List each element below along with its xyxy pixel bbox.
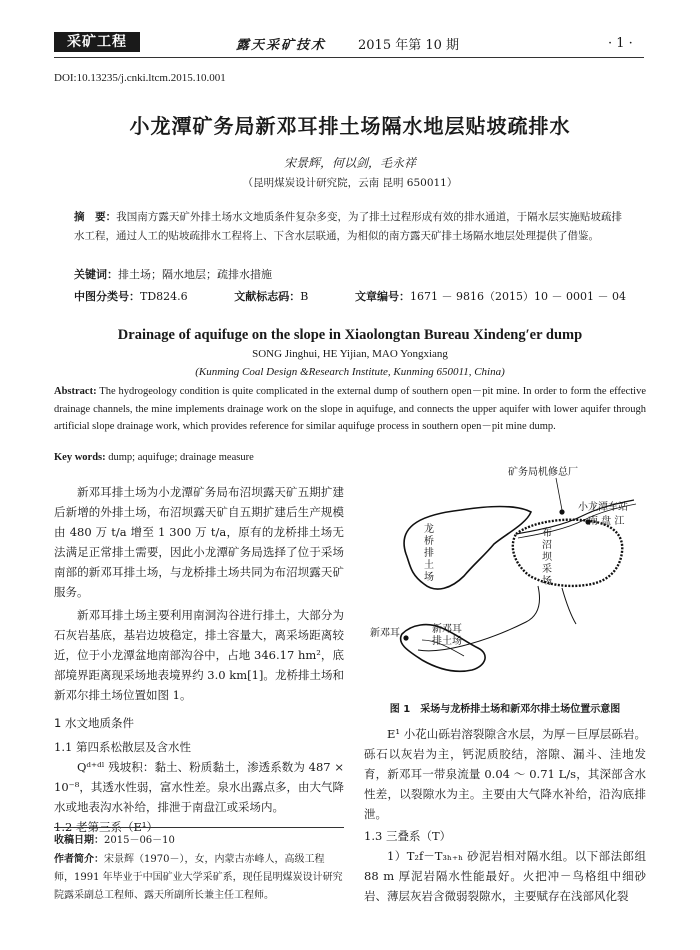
affiliation-zh: （昆明煤炭设计研究院，云南 昆明 650011）	[242, 177, 458, 189]
body-right-column	[364, 724, 646, 906]
abstract-zh	[74, 208, 622, 246]
abstract-zh-label: 摘 要：	[74, 211, 117, 223]
body-paragraph: 1）T₂f－T₃ₕ₊ₕ 砂泥岩相对隔水组。以下部法郎组 88 m 厚泥岩隔水性能最好。火把冲－鸟格组中细砂岩、薄层灰岩含微弱裂隙水，主要赋存在浅部风化裂	[364, 849, 646, 903]
doc-code: 文献标志码：B	[234, 290, 309, 303]
keywords-zh-label: 关键词：	[74, 268, 118, 281]
label-station: 小龙潭车站	[578, 502, 628, 513]
body-paragraph: 新邓耳排土场主要利用南洞沟谷进行排土，大部分为石灰岩基底，基岩边坡稳定，排土容量大，离采场距离较近，位于小龙潭盆地南部沟谷中，占地 346.17 hm²，底部境界距离现采场地表境界约 3.0 km[1]。龙桥排土场和新邓尔排土场位置如图 1。	[54, 608, 344, 702]
authors-en: SONG Jinghui, HE Yijian, MAO Yongxiang	[252, 348, 448, 360]
machine-shop-marker	[559, 509, 564, 514]
classification-row	[74, 288, 626, 304]
paper-title-en: Drainage of aquifuge on the slope in Xiaolongtan Bureau Xindeng′er dump	[117, 327, 583, 343]
label-xindenger: 新邓耳	[370, 628, 400, 639]
keywords-en-text: dump; aquifuge; drainage measure	[108, 452, 254, 463]
label-buzhao: 布沼坝采场	[542, 528, 552, 587]
location-map-figure	[366, 464, 644, 692]
received-date: 收稿日期：2015－06－10	[54, 835, 175, 846]
body-paragraph: E¹ 小花山砾岩溶裂隙含水层，为厚－巨厚层砾岩。砾石以灰岩为主，钙泥质胶结，溶隙、漏斗、洼地发育，新邓耳一带泉流量 0.04 ～ 0.71 L/s，其深部含水性差，以裂隙水为主。主要由大气降水补给，沿沟底排泄。	[364, 727, 646, 821]
section-heading-1-1: 1.1 第四系松散层及含水性	[54, 740, 191, 754]
section-heading-1: 1 水文地质条件	[54, 716, 134, 730]
label-longqiao: 龙桥排土场	[424, 524, 434, 583]
body-left-column	[54, 482, 344, 837]
paper-title-zh: 小龙潭矿务局新邓耳排土场隔水地层贴坡疏排水	[129, 114, 571, 138]
section-heading-1-3: 1.3 三叠系（T）	[364, 829, 452, 843]
xindenger-marker	[403, 635, 408, 640]
authors-zh: 宋景辉，何以剑，毛永祥	[283, 156, 416, 170]
article-number: 文章编号：1671 － 9816（2015）10 － 0001 － 04	[355, 290, 626, 303]
body-paragraph: 新邓耳排土场为小龙潭矿务局布沼坝露天矿五期扩建后新增的外排土场，布沼坝露天矿自五期扩建后生产规模由 480 万 t/a 增至 1 300 万 t/a，原有的龙桥排土场无法满足正常排土需要，因此小龙潭矿务局选择了位于采场南部的新邓耳排土场，与龙桥排土场共同为布沼坝露天矿服务。	[54, 485, 344, 599]
keywords-zh	[74, 266, 272, 282]
keywords-en	[54, 452, 254, 463]
label-hq: 矿务局机修总厂	[508, 467, 578, 478]
section-tag: 采矿工程	[54, 32, 140, 52]
doi[interactable]: DOI:10.13235/j.cnki.ltcm.2015.10.001	[54, 72, 226, 84]
buzhaoba-pit-outline	[513, 520, 622, 586]
haul-road-spur	[562, 588, 576, 624]
clc-code: 中图分类号：TD824.6	[74, 290, 188, 303]
affiliation-en: (Kunming Coal Design &Research Institute, Kunming 650011, China)	[195, 366, 505, 378]
journal-issue: 2015 年第 10 期	[358, 38, 460, 53]
section-heading-1-2: 1.2 老第三系（E¹）	[54, 820, 158, 834]
keywords-zh-text: 排土场；隔水地层；疏排水措施	[118, 268, 272, 281]
abstract-en-label: Abstract:	[54, 386, 97, 397]
abstract-en	[54, 383, 646, 436]
author-bio: 作者简介：宋景辉（1970－），女，内蒙古赤峰人，高级工程师，1991 年毕业于中国矿业大学采矿系，现任昆明煤炭设计研究院露采副总工程师、露天所副所长兼主任工程师。	[54, 854, 343, 901]
header-rule	[54, 57, 644, 58]
journal-name: 露天采矿技术	[236, 38, 327, 53]
keywords-en-label: Key words:	[54, 452, 106, 463]
body-paragraph: Qᵈ⁺ᵈˡ 残坡积：黏土、粉质黏土，渗透系数为 487 × 10⁻⁸，其透水性弱，富水性差。泉水出露点多，由大气降水或地表沟水补给，排泄于南盘江或采场内。	[54, 760, 344, 814]
hq-leader	[556, 478, 562, 510]
abstract-zh-text: 我国南方露天矿外排土场水文地质条件复杂多变，为了排土过程形成有效的排水通道，于隔水层实施贴坡疏排水工程，通过人工的贴坡疏排水工程将上、下含水层联通，为相似的南方露天矿排土场隔水地层处理提供了借鉴。	[74, 211, 623, 242]
footnote-rule	[54, 827, 344, 828]
abstract-en-text: The hydrogeology condition is quite complicated in the external dump of southern open－pit mine. In order to form the effective drainage channels, the mine implements drainage work on the slope in aquifuge, and connects the upper aquifer with lower aquifer through artificial slope drainage work, which provides reference for similar aquifuge process in southern open－pit mine dump.	[54, 386, 647, 432]
label-river: 南 盘 江	[588, 516, 625, 527]
page-number: · 1 ·	[608, 36, 633, 51]
figure-caption: 图 1 采场与龙桥排土场和新邓尔排土场位置示意图	[389, 704, 621, 715]
label-xindenger-dump: 新邓耳排土场	[432, 624, 462, 647]
